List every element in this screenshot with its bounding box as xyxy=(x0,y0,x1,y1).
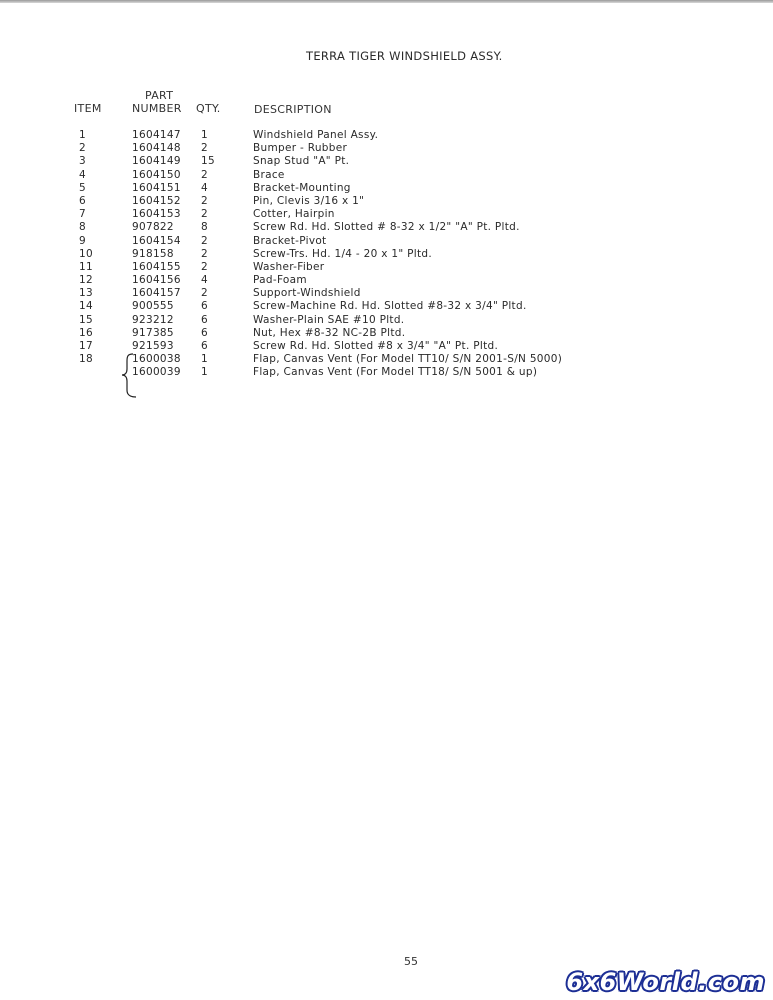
description: Pin, Clevis 3/16 x 1" xyxy=(253,194,365,207)
scan-top-edge xyxy=(0,0,773,3)
description: Support-Windshield xyxy=(253,287,361,300)
quantity: 2 xyxy=(201,234,208,247)
part-number: 921593 xyxy=(132,340,174,352)
table-row xyxy=(0,300,773,313)
quantity: 2 xyxy=(201,194,208,207)
quantity: 6 xyxy=(201,340,208,352)
description: Washer-Plain SAE #10 Pltd. xyxy=(253,313,405,326)
quantity: 2 xyxy=(201,247,208,260)
table-row xyxy=(0,208,773,221)
quantity: 4 xyxy=(201,181,208,194)
quantity: 2 xyxy=(201,142,208,155)
part-number: 1604148 xyxy=(132,142,181,155)
quantity: 6 xyxy=(201,326,208,339)
quantity: 2 xyxy=(201,287,208,300)
description: Cotter, Hairpin xyxy=(253,208,335,221)
description: Brace xyxy=(253,168,285,181)
table-row xyxy=(0,169,773,182)
quantity: 1 xyxy=(201,353,208,366)
item-number: 8 xyxy=(79,221,86,234)
item-number: 2 xyxy=(79,142,86,155)
part-number: 918158 xyxy=(132,247,174,260)
description: Bumper - Rubber xyxy=(253,142,348,155)
item-number: 18 xyxy=(79,353,93,366)
header-part-line1: PART xyxy=(145,89,174,102)
header-part-number: NUMBER xyxy=(132,102,182,115)
item-number: 6 xyxy=(79,194,86,207)
description: Screw Rd. Hd. Slotted # 8-32 x 1/2" "A" Pt. Pltd. xyxy=(253,221,520,234)
part-number: 1604157 xyxy=(132,287,181,300)
description: Screw-Trs. Hd. 1/4 - 20 x 1" Pltd. xyxy=(253,247,432,260)
table-row xyxy=(0,195,773,208)
page-number: 55 xyxy=(404,955,418,968)
table-row xyxy=(0,155,773,168)
quantity: 2 xyxy=(201,260,208,273)
part-number: 1604150 xyxy=(132,168,181,181)
part-number: 917385 xyxy=(132,326,174,339)
description: Bracket-Pivot xyxy=(253,234,327,247)
site-watermark-logo: 6x6World.com xyxy=(566,968,765,996)
item-number: 10 xyxy=(79,247,93,260)
description: Windshield Panel Assy. xyxy=(253,129,379,141)
description: Flap, Canvas Vent (For Model TT10/ S/N 2001-S/N 5000) xyxy=(253,353,563,366)
quantity: 2 xyxy=(201,208,208,221)
description: Bracket-Mounting xyxy=(253,181,351,194)
description: Nut, Hex #8-32 NC-2B Pltd. xyxy=(253,326,406,339)
description: Screw Rd. Hd. Slotted #8 x 3/4" "A" Pt. Pltd. xyxy=(253,340,499,352)
quantity: 1 xyxy=(201,366,208,379)
part-number: 1604151 xyxy=(132,181,181,194)
quantity: 2 xyxy=(201,168,208,181)
item-number: 12 xyxy=(79,274,93,287)
table-row xyxy=(0,221,773,234)
table-row xyxy=(0,340,773,353)
part-number: 923212 xyxy=(132,313,174,326)
table-row xyxy=(0,235,773,248)
item-number: 1 xyxy=(79,129,86,141)
table-row xyxy=(0,274,773,287)
document-title: TERRA TIGER WINDSHIELD ASSY. xyxy=(306,49,503,63)
item-number: 5 xyxy=(79,181,86,194)
part-number: 1604147 xyxy=(132,129,181,141)
table-row xyxy=(0,142,773,155)
table-row xyxy=(0,248,773,261)
description: Snap Stud "A" Pt. xyxy=(253,155,350,168)
item-number: 14 xyxy=(79,300,93,313)
part-number: 907822 xyxy=(132,221,174,234)
item-number: 13 xyxy=(79,287,93,300)
table-row xyxy=(0,353,773,366)
quantity: 8 xyxy=(201,221,208,234)
part-number: 900555 xyxy=(132,300,174,313)
quantity: 6 xyxy=(201,300,208,313)
description: Flap, Canvas Vent (For Model TT18/ S/N 5001 & up) xyxy=(253,366,538,379)
header-item: ITEM xyxy=(74,102,102,115)
part-number: 1604152 xyxy=(132,194,181,207)
part-number: 1604156 xyxy=(132,274,181,287)
item-number: 9 xyxy=(79,234,86,247)
quantity: 6 xyxy=(201,313,208,326)
curly-brace-mark xyxy=(117,352,137,398)
table-row xyxy=(0,129,773,142)
description: Washer-Fiber xyxy=(253,260,325,273)
description: Pad-Foam xyxy=(253,274,307,287)
quantity: 4 xyxy=(201,274,208,287)
table-row xyxy=(0,261,773,274)
item-number: 4 xyxy=(79,168,86,181)
item-number: 16 xyxy=(79,326,93,339)
part-number: 1600038 xyxy=(132,353,181,366)
parts-table xyxy=(0,129,773,380)
table-row xyxy=(0,314,773,327)
part-number: 1604154 xyxy=(132,234,181,247)
part-number: 1604155 xyxy=(132,260,181,273)
item-number: 11 xyxy=(79,260,93,273)
item-number: 17 xyxy=(79,340,93,352)
header-qty: QTY. xyxy=(196,102,221,115)
part-number: 1604153 xyxy=(132,208,181,221)
part-number: 1604149 xyxy=(132,155,181,168)
description: Screw-Machine Rd. Hd. Slotted #8-32 x 3/4" Pltd. xyxy=(253,300,527,313)
quantity: 15 xyxy=(201,155,215,168)
part-number: 1600039 xyxy=(132,366,181,379)
table-row xyxy=(0,366,773,379)
header-description: DESCRIPTION xyxy=(254,103,332,116)
table-row xyxy=(0,327,773,340)
table-row xyxy=(0,182,773,195)
table-row xyxy=(0,287,773,300)
item-number: 15 xyxy=(79,313,93,326)
item-number: 7 xyxy=(79,208,86,221)
item-number: 3 xyxy=(79,155,86,168)
quantity: 1 xyxy=(201,129,208,141)
